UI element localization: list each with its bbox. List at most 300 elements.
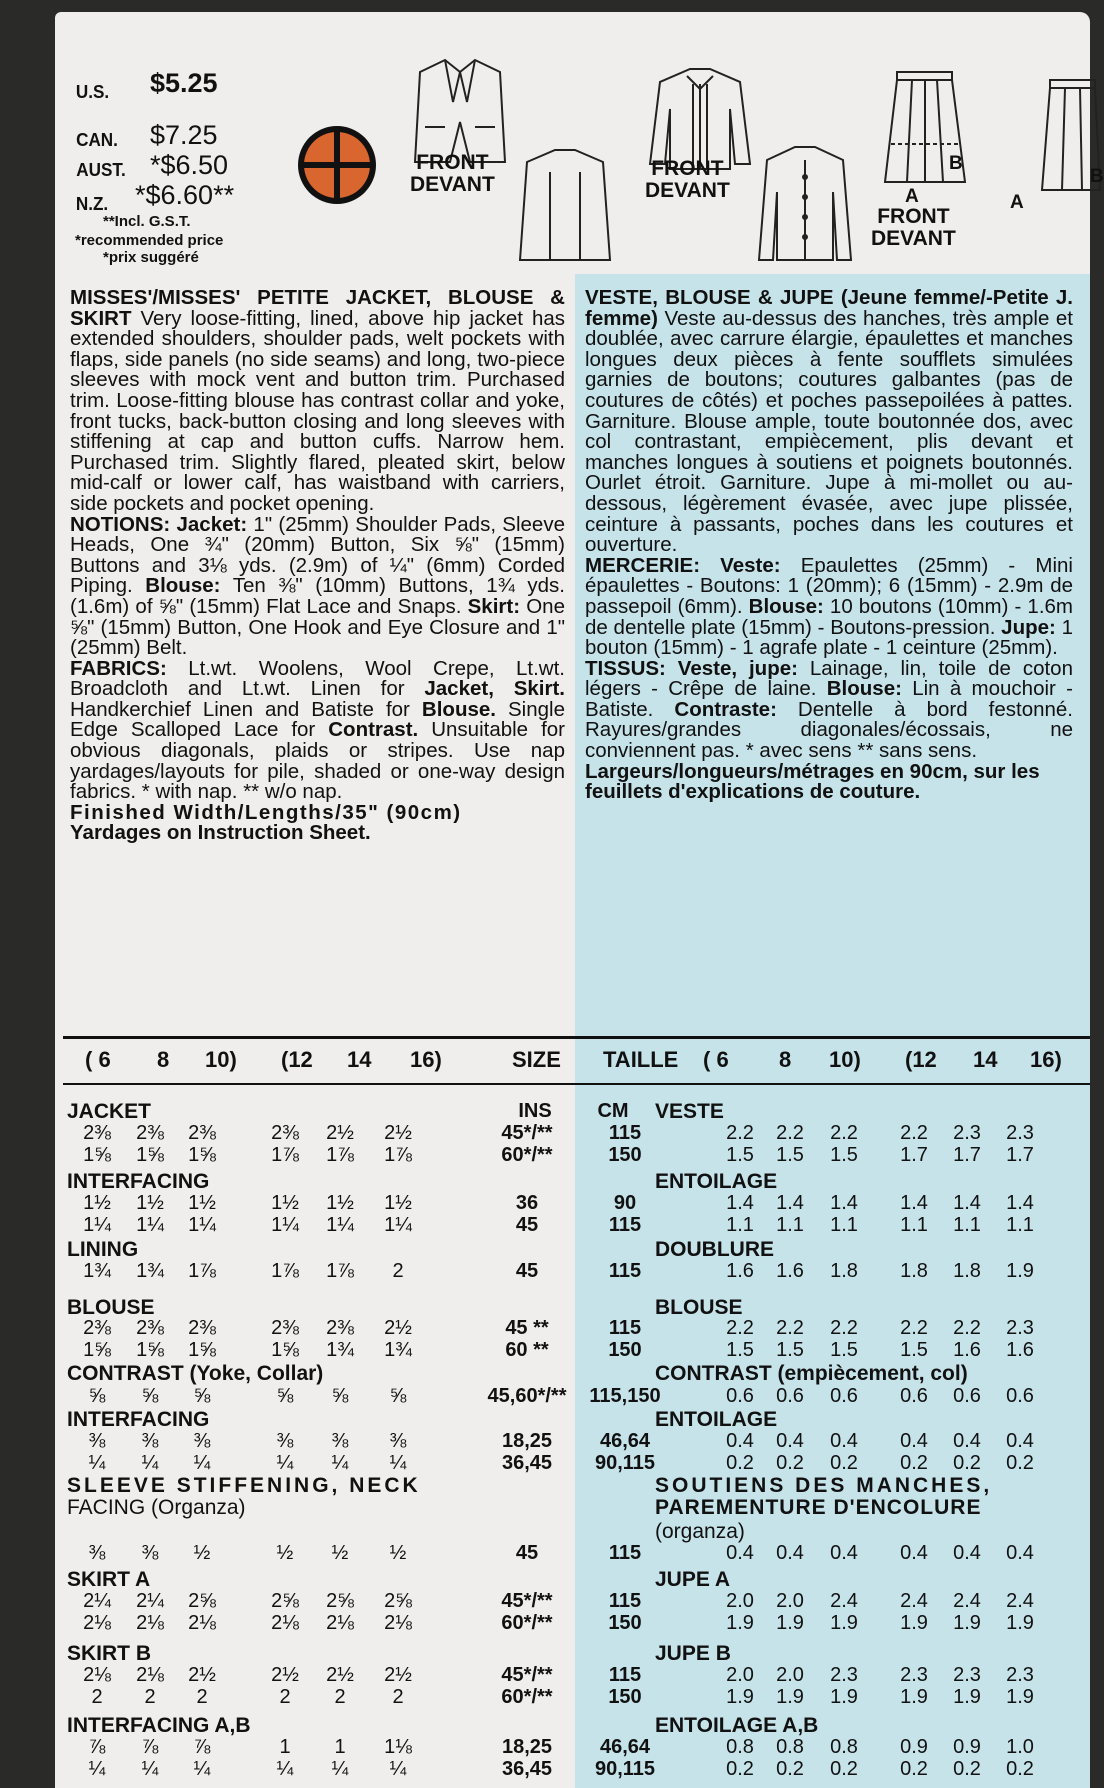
width-cm-cell: 115,150 [589, 1385, 661, 1407]
meterage-cell: 0.4 [953, 1542, 981, 1564]
yardage-cell: ½ [389, 1542, 407, 1564]
width-ins-cell: 36,45 [501, 1758, 553, 1780]
width-cm-cell: 150 [608, 1686, 642, 1708]
size-header-right-14: 14 [973, 1047, 998, 1072]
yardage-cell: ¼ [141, 1758, 159, 1780]
meterage-cell: 1.9 [776, 1686, 804, 1708]
section-label-en: INTERFACING [67, 1170, 210, 1193]
width-ins-cell: 45 [515, 1260, 539, 1282]
size-header-right-12: (12 [905, 1047, 937, 1072]
meterage-cell: 0.2 [900, 1758, 928, 1780]
yardage-cell: 2⅛ [136, 1664, 164, 1686]
meterage-cell: 0.4 [776, 1542, 804, 1564]
meterage-cell: 2.3 [830, 1664, 858, 1686]
meterage-cell: 0.4 [900, 1542, 928, 1564]
yardage-cell: 2 [91, 1686, 103, 1708]
yardage-cell: ½ [276, 1542, 294, 1564]
width-ins-cell: 45*/** [501, 1590, 553, 1612]
pattern-envelope-back [55, 12, 1104, 1788]
size-header-right-8: 8 [779, 1047, 792, 1072]
meterage-cell: 1.5 [776, 1144, 804, 1166]
meterage-cell: 0.2 [830, 1452, 858, 1474]
yardage-cell: ½ [331, 1542, 349, 1564]
blouse-front-label-text: FRONT DEVANT [645, 157, 730, 202]
price-can: CAN. $7.25 [76, 120, 218, 150]
meterage-cell: 0.4 [776, 1430, 804, 1452]
meterage-cell: 2.2 [776, 1122, 804, 1144]
yardage-cell: 2⅜ [271, 1122, 299, 1144]
meterage-cell: 1.9 [953, 1686, 981, 1708]
fr-tissus-3: Dentelle à bord festonné. Rayures/grandes diagonales/écossais, ne conviennent pas. * avec sens ** sans sens. [585, 697, 1073, 763]
fr-tissus-heading: TISSUS: Veste, jupe: [585, 656, 798, 680]
meterage-cell: 1.1 [1006, 1214, 1034, 1236]
meterage-cell: 1.9 [830, 1612, 858, 1634]
section-label-en: SLEEVE STIFFENING, NECK [67, 1474, 421, 1497]
yardage-cell: 1½ [271, 1192, 299, 1214]
meterage-cell: 2.0 [776, 1590, 804, 1612]
section-label-fr: VESTE [655, 1100, 724, 1123]
en-yardages: Yardages on Instruction Sheet. [70, 821, 371, 845]
size-header-left-12: (12 [281, 1047, 313, 1072]
meterage-cell: 2.4 [900, 1590, 928, 1612]
meterage-cell: 0.6 [1006, 1385, 1034, 1407]
meterage-cell: 0.2 [776, 1758, 804, 1780]
fr-tissus-2: Lin à mouchoir - Batiste. [585, 677, 1073, 721]
fr-mercerie-jupe: Jupe: [1001, 615, 1056, 639]
yardage-cell: 1¼ [136, 1214, 164, 1236]
yardage-cell: ⅜ [276, 1430, 294, 1452]
en-notions-skirt-heading: Skirt: [467, 594, 521, 618]
meterage-cell: 1.9 [726, 1686, 754, 1708]
width-ins-cell: 18,25 [501, 1736, 553, 1758]
section-label-en: INTERFACING [67, 1408, 210, 1431]
meterage-cell: 0.4 [900, 1430, 928, 1452]
meterage-cell: 1.4 [953, 1192, 981, 1214]
yardage-cell: 2¼ [136, 1590, 164, 1612]
meterage-cell: 1.4 [830, 1192, 858, 1214]
yardage-cell: ¼ [88, 1452, 106, 1474]
meterage-cell: 2.3 [953, 1122, 981, 1144]
yardage-cell: 1½ [136, 1192, 164, 1214]
yardage-cell: ⅜ [141, 1430, 159, 1452]
meterage-cell: 2.0 [726, 1664, 754, 1686]
yardage-cell: ⅜ [193, 1430, 211, 1452]
yardage-cell: 2 [392, 1686, 404, 1708]
meterage-cell: 1.4 [1006, 1192, 1034, 1214]
yardage-cell: 2⅛ [326, 1612, 354, 1634]
yardage-cell: ¼ [193, 1758, 211, 1780]
meterage-cell: 1.9 [1006, 1612, 1034, 1634]
yardage-cell: 1⅝ [136, 1144, 164, 1166]
section-label-fr: DOUBLURE [655, 1238, 774, 1261]
meterage-cell: 0.8 [726, 1736, 754, 1758]
skirt-b-label: B [949, 153, 963, 174]
meterage-cell: 2.4 [830, 1590, 858, 1612]
meterage-cell: 1.6 [726, 1260, 754, 1282]
width-ins-cell: 45*/** [501, 1122, 553, 1144]
fr-mercerie-blouse: Blouse: [748, 594, 824, 618]
meterage-cell: 1.8 [953, 1260, 981, 1282]
section-label-fr: BLOUSE [655, 1296, 743, 1319]
meterage-cell: 1.1 [726, 1214, 754, 1236]
width-ins-cell: 60*/** [501, 1612, 553, 1634]
width-ins-cell: 45,60*/** [487, 1385, 567, 1407]
meterage-cell: 0.4 [953, 1430, 981, 1452]
yardage-cell: 1⅝ [271, 1339, 299, 1361]
meterage-cell: 1.5 [726, 1144, 754, 1166]
meterage-cell: 0.8 [830, 1736, 858, 1758]
meterage-cell: 1.0 [1006, 1736, 1034, 1758]
yardage-cell: 1⅞ [188, 1260, 216, 1282]
fr-mercerie-2: 10 boutons (10mm) - 1.6m de dentelle plate (15mm) - Boutons-pression. [585, 594, 1073, 639]
section-label-en: BLOUSE [67, 1296, 155, 1319]
meterage-cell: 0.8 [776, 1736, 804, 1758]
width-ins-cell: 45*/** [501, 1664, 553, 1686]
yardage-cell: 2⅛ [83, 1664, 111, 1686]
meterage-cell: 0.4 [830, 1542, 858, 1564]
section-label-en: JACKET [67, 1100, 152, 1123]
yardage-cell: ⅝ [389, 1385, 407, 1407]
yardage-cell: ¼ [331, 1452, 349, 1474]
yardage-cell: ¼ [331, 1758, 349, 1780]
meterage-cell: 0.9 [900, 1736, 928, 1758]
yardage-cell: ¼ [276, 1758, 294, 1780]
meterage-cell: 2.2 [776, 1317, 804, 1339]
yardage-cell: 2 [279, 1686, 291, 1708]
yardage-cell: ⅞ [141, 1736, 159, 1758]
meterage-cell: 1.1 [953, 1214, 981, 1236]
yardage-cell: 2⅜ [188, 1122, 216, 1144]
meterage-cell: 1.5 [900, 1339, 928, 1361]
en-finished: Finished Width/Lengths/35" (90cm) [70, 800, 462, 824]
meterage-cell: 2.3 [1006, 1122, 1034, 1144]
yardage-cell: 2⅜ [271, 1317, 299, 1339]
meterage-cell: 1.7 [1006, 1144, 1034, 1166]
yardage-cell: ⅝ [193, 1385, 211, 1407]
yardage-cell: 1¼ [326, 1214, 354, 1236]
yardage-cell: 2⅛ [83, 1612, 111, 1634]
section-label-en: SKIRT A [67, 1568, 151, 1591]
size-header-right-6: ( 6 [703, 1047, 729, 1072]
yardage-cell: 1¾ [384, 1339, 412, 1361]
yardage-cell: ⅝ [276, 1385, 294, 1407]
jacket-front-label-text: FRONT DEVANT [410, 151, 495, 196]
width-cm-cell: 150 [608, 1339, 642, 1361]
meterage-cell: 0.2 [1006, 1452, 1034, 1474]
en-fabrics-3: Single Edge Scalloped Lace for [70, 697, 565, 742]
yardage-cell: 1¼ [384, 1214, 412, 1236]
yardage-cell: 2⅜ [83, 1122, 111, 1144]
meterage-cell: 0.6 [726, 1385, 754, 1407]
meterage-cell: 1.4 [776, 1192, 804, 1214]
yardage-cell: 1 [279, 1736, 291, 1758]
meterage-cell: 1.9 [830, 1686, 858, 1708]
section-label-fr: ENTOILAGE [655, 1408, 778, 1431]
yardage-cell: 2 [196, 1686, 208, 1708]
yardage-cell: 1¾ [136, 1260, 164, 1282]
meterage-cell: 2.3 [1006, 1664, 1034, 1686]
yardage-cell: 1⅝ [136, 1339, 164, 1361]
meterage-cell: 1.9 [900, 1686, 928, 1708]
yardage-cell: 1¼ [271, 1214, 299, 1236]
yardage-cell: 1¾ [83, 1260, 111, 1282]
yardage-cell: 1⅞ [271, 1144, 299, 1166]
skirt-back-b-label: B [1090, 166, 1104, 187]
yardage-table [55, 12, 1090, 1788]
skirt-front-label-text: FRONT DEVANT [871, 205, 956, 250]
meterage-cell: 2.2 [726, 1122, 754, 1144]
section-label-fr: ENTOILAGE A,B [655, 1714, 819, 1737]
width-cm-cell: 150 [608, 1144, 642, 1166]
en-notions-heading: NOTIONS: Jacket: [70, 512, 248, 536]
meterage-cell: 2.2 [726, 1317, 754, 1339]
yardage-cell: 2⅛ [188, 1612, 216, 1634]
en-notions-jacket: 1" (25mm) Shoulder Pads, Sleeve Heads, One ¾" (20mm) Button, Six ⅝" (15mm) Buttons and 3⅛ yds. (2.9m) of ¼" (6mm) Corded Piping. [70, 512, 565, 598]
en-notions-skirt: One ⅝" (15mm) Button, One Hook and Eye Closure and 1" (25mm) Belt. [70, 594, 565, 660]
meterage-cell: 0.6 [953, 1385, 981, 1407]
yardage-cell: 1½ [83, 1192, 111, 1214]
yardage-cell: 1⅞ [326, 1260, 354, 1282]
width-ins-cell: 45 [515, 1214, 539, 1236]
meterage-cell: 0.4 [726, 1430, 754, 1452]
yardage-cell: 1⅞ [326, 1144, 354, 1166]
en-title: MISSES'/MISSES' PETITE JACKET, BLOUSE & SKIRT [70, 286, 565, 330]
width-ins-cell: 36 [515, 1192, 539, 1214]
width-cm-cell: 90,115 [594, 1452, 656, 1474]
meterage-cell: 1.1 [830, 1214, 858, 1236]
meterage-cell: 0.2 [953, 1758, 981, 1780]
yardage-cell: 1⅞ [384, 1144, 412, 1166]
yardage-cell: ⅞ [193, 1736, 211, 1758]
size-header-left-8: 8 [157, 1047, 170, 1072]
meterage-cell: 1.6 [1006, 1339, 1034, 1361]
skirt-a-label: A [905, 186, 919, 207]
width-cm-cell: 46,64 [599, 1430, 651, 1452]
en-fabrics-1: Lt.wt. Woolens, Wool Crepe, Lt.wt. Broadcloth and Lt.wt. Linen for [70, 656, 565, 701]
fr-tissus-1: Lainage, lin, toile de coton légers - Crêpe de laine. [585, 656, 1073, 701]
meterage-cell: 0.6 [830, 1385, 858, 1407]
meterage-cell: 2.4 [953, 1590, 981, 1612]
section-label-en: INTERFACING A,B [67, 1714, 251, 1737]
meterage-cell: 0.4 [1006, 1430, 1034, 1452]
yardage-cell: 2⅜ [326, 1317, 354, 1339]
yardage-cell: 2½ [384, 1317, 412, 1339]
meterage-cell: 0.4 [1006, 1542, 1034, 1564]
en-fabrics-blouse: Blouse. [421, 697, 496, 721]
meterage-cell: 0.2 [1006, 1758, 1034, 1780]
meterage-cell: 1.7 [900, 1144, 928, 1166]
section-label-en: CONTRAST (Yoke, Collar) [67, 1362, 324, 1385]
fr-tissus-contraste: Contraste: [674, 697, 777, 721]
section-label-en: SKIRT B [67, 1642, 151, 1665]
section-label-fr: JUPE B [655, 1642, 731, 1665]
meterage-cell: 2.4 [1006, 1590, 1034, 1612]
meterage-cell: 1.5 [830, 1144, 858, 1166]
yardage-cell: 2⅛ [136, 1612, 164, 1634]
width-cm-cell: 115 [608, 1317, 642, 1339]
units-cm-label: CM [597, 1100, 629, 1122]
width-cm-cell: 90,115 [594, 1758, 656, 1780]
fr-mercerie-1: Epaulettes (25mm) - Mini épaulettes - Boutons: 1 (20mm); 6 (15mm) - 2.9m de passepoil (6mm). [585, 553, 1073, 618]
meterage-cell: 1.9 [726, 1612, 754, 1634]
yardage-cell: ¼ [276, 1452, 294, 1474]
meterage-cell: 0.6 [776, 1385, 804, 1407]
yardage-cell: 1⅛ [384, 1736, 412, 1758]
width-cm-cell: 115 [608, 1542, 642, 1564]
yardage-cell: 1⅝ [83, 1144, 111, 1166]
skirt-back-a-label: A [1010, 192, 1024, 213]
size-header-left-16: 16) [410, 1047, 442, 1072]
yardage-cell: ⅝ [331, 1385, 349, 1407]
width-cm-cell: 150 [608, 1612, 642, 1634]
meterage-cell: 0.2 [830, 1758, 858, 1780]
price-nz: N.Z. *$6.60** [75, 180, 235, 214]
meterage-cell: 1.5 [830, 1339, 858, 1361]
yardage-cell: 2 [392, 1260, 404, 1282]
fr-mercerie-3: 1 bouton (15mm) - 1 agrafe plate - 1 ceinture (25mm). [585, 615, 1073, 660]
meterage-cell: 2.2 [953, 1317, 981, 1339]
meterage-cell: 0.4 [830, 1430, 858, 1452]
meterage-cell: 1.5 [726, 1339, 754, 1361]
width-cm-cell: 115 [608, 1122, 642, 1144]
meterage-cell: 0.2 [726, 1452, 754, 1474]
yardage-cell: ⅜ [141, 1542, 159, 1564]
meterage-cell: 0.9 [953, 1736, 981, 1758]
meterage-cell: 1.9 [1006, 1686, 1034, 1708]
section-label-fr-2: PAREMENTURE D'ENCOLURE [655, 1496, 982, 1519]
width-cm-cell: 90 [613, 1192, 637, 1214]
meterage-cell: 1.1 [776, 1214, 804, 1236]
yardage-cell: 1¼ [188, 1214, 216, 1236]
yardage-cell: 2⅜ [136, 1122, 164, 1144]
meterage-cell: 2.3 [1006, 1317, 1034, 1339]
size-header-right-10: 10) [829, 1047, 861, 1072]
size-header-taille: TAILLE [603, 1047, 679, 1072]
width-ins-cell: 18,25 [501, 1430, 553, 1452]
meterage-cell: 2.2 [830, 1122, 858, 1144]
section-label-fr-3: (organza) [655, 1520, 745, 1543]
yardage-cell: ⅞ [88, 1736, 106, 1758]
meterage-cell: 0.2 [776, 1452, 804, 1474]
meterage-cell: 2.2 [830, 1317, 858, 1339]
yardage-cell: 2¼ [83, 1590, 111, 1612]
width-ins-cell: 45 ** [505, 1317, 549, 1339]
en-desc: Very loose-fitting, lined, above hip jacket has extended shoulders, shoulder pads, welt pockets with flaps, side panels (no side seams) and long, two-piece sleeves with mock vent and button trim. Purchased trim. Loose-fitting blouse has contrast collar and yoke, front tucks, back-button closing and long sleeves with stiffening at cap and button cuffs. Narrow hem. Purchased trim. Slightly flared, pleated skirt, below mid-calf or lower calf, has waistband with carriers, side pockets and pocket opening. [70, 306, 565, 515]
meterage-cell: 0.2 [953, 1452, 981, 1474]
section-label-fr: SOUTIENS DES MANCHES, [655, 1474, 993, 1497]
yardage-cell: ⅜ [331, 1430, 349, 1452]
yardage-cell: 2⅝ [326, 1590, 354, 1612]
meterage-cell: 1.6 [776, 1260, 804, 1282]
en-notions-blouse: Ten ⅜" (10mm) Buttons, 1¾ yds. (1.6m) of ⅝" (15mm) Flat Lace and Snaps. [70, 574, 565, 618]
width-ins-cell: 60*/** [501, 1144, 553, 1166]
yardage-cell: ⅜ [88, 1542, 106, 1564]
en-fabrics-heading: FABRICS: [70, 656, 167, 680]
meterage-cell: 1.6 [953, 1339, 981, 1361]
meterage-cell: 1.5 [776, 1339, 804, 1361]
width-cm-cell: 115 [608, 1664, 642, 1686]
yardage-cell: 2½ [188, 1664, 216, 1686]
yardage-cell: 1⅝ [188, 1339, 216, 1361]
meterage-cell: 1.9 [900, 1612, 928, 1634]
meterage-cell: 2.3 [953, 1664, 981, 1686]
size-header-left-10: 10) [205, 1047, 237, 1072]
width-ins-cell: 60 ** [505, 1339, 549, 1361]
yardage-cell: 1¼ [83, 1214, 111, 1236]
yardage-cell: 2⅜ [188, 1317, 216, 1339]
section-label-fr: ENTOILAGE [655, 1170, 778, 1193]
meterage-cell: 1.1 [900, 1214, 928, 1236]
section-label-en: LINING [67, 1238, 139, 1261]
price-us: U.S. $5.25 [75, 68, 218, 102]
yardage-cell: 2½ [326, 1664, 354, 1686]
fr-mercerie-heading: MERCERIE: Veste: [585, 553, 781, 577]
meterage-cell: 1.7 [953, 1144, 981, 1166]
yardage-cell: 1¾ [326, 1339, 354, 1361]
meterage-cell: 1.9 [1006, 1260, 1034, 1282]
meterage-cell: 1.9 [776, 1612, 804, 1634]
yardage-cell: 1⅝ [188, 1144, 216, 1166]
size-header-left-6: ( 6 [85, 1047, 111, 1072]
yardage-cell: 2½ [384, 1122, 412, 1144]
meterage-cell: 1.8 [900, 1260, 928, 1282]
units-ins-label: INS [518, 1100, 552, 1122]
fr-largeurs: Largeurs/longueurs/métrages en 90cm, sur les feuillets d'explications de couture. [585, 759, 1040, 804]
fr-title: VESTE, BLOUSE & JUPE [585, 286, 834, 309]
width-cm-cell: 115 [608, 1260, 642, 1282]
yardage-cell: 2⅛ [271, 1612, 299, 1634]
yardage-cell: 1½ [326, 1192, 354, 1214]
section-label-fr: JUPE A [655, 1568, 731, 1591]
yardage-cell: ¼ [141, 1452, 159, 1474]
en-fabrics-4: Unsuitable for obvious diagonals, plaids or stripes. Use nap yardages/layouts for pile, shaded or one-way design fabrics. * with nap. ** w/o nap. [70, 718, 565, 804]
yardage-cell: ⅝ [141, 1385, 159, 1407]
meterage-cell: 1.8 [830, 1260, 858, 1282]
yardage-cell: ¼ [389, 1452, 407, 1474]
width-ins-cell: 36,45 [501, 1452, 553, 1474]
price-note-suggere: *prix suggéré [103, 249, 199, 266]
yardage-cell: 2⅝ [271, 1590, 299, 1612]
meterage-cell: 2.0 [776, 1664, 804, 1686]
size-header-size: SIZE [512, 1047, 561, 1072]
meterage-cell: 1.4 [726, 1192, 754, 1214]
fr-title-2: (Jeune femme/-Petite J. femme) [585, 286, 1073, 330]
meterage-cell: 0.6 [900, 1385, 928, 1407]
yardage-cell: 1⅝ [83, 1339, 111, 1361]
yardage-cell: 2½ [271, 1664, 299, 1686]
yardage-cell: 2⅛ [384, 1612, 412, 1634]
en-fabrics-2: Handkerchief Linen and Batiste for [70, 697, 422, 721]
section-label-fr: CONTRAST (empiècement, col) [655, 1362, 968, 1385]
meterage-cell: 2.2 [900, 1317, 928, 1339]
en-fabrics-jacket-skirt: Jacket, Skirt. [424, 677, 565, 701]
yardage-cell: ⅜ [88, 1430, 106, 1452]
price-note-gst: **Incl. G.S.T. [103, 213, 191, 230]
en-notions-blouse-heading: Blouse: [145, 574, 221, 598]
fr-desc: Veste au-dessus des hanches, très ample et doublée, avec carrure élargie, épaulettes et manches longues deux pièces à fente soufflets simulées garnies de boutons; coutures galbantes (pas de coutures de côtés) et poches passepoilées à pattes. Garniture. Blouse ample, toute boutonnée dos, avec col contrastant, empiècement, plis devant et manches longues à soutiens et poignets boutonnés. Ourlet étroit. Garniture. Jupe à mi-mollet ou au-dessous, légèrement évasée, avec jupe plissée, ceinture à passants, poches dans les coutures et ouverture. [585, 306, 1073, 557]
width-cm-cell: 115 [608, 1214, 642, 1236]
meterage-cell: 0.4 [726, 1542, 754, 1564]
width-ins-cell: 60*/** [501, 1686, 553, 1708]
section-label-en-2: FACING (Organza) [67, 1496, 246, 1519]
size-header-right-16: 16) [1030, 1047, 1062, 1072]
yardage-cell: 2 [144, 1686, 156, 1708]
yardage-cell: 2⅜ [83, 1317, 111, 1339]
width-ins-cell: 45 [515, 1542, 539, 1564]
meterage-cell: 0.2 [726, 1758, 754, 1780]
yardage-cell: ¼ [193, 1452, 211, 1474]
meterage-cell: 0.2 [900, 1452, 928, 1474]
